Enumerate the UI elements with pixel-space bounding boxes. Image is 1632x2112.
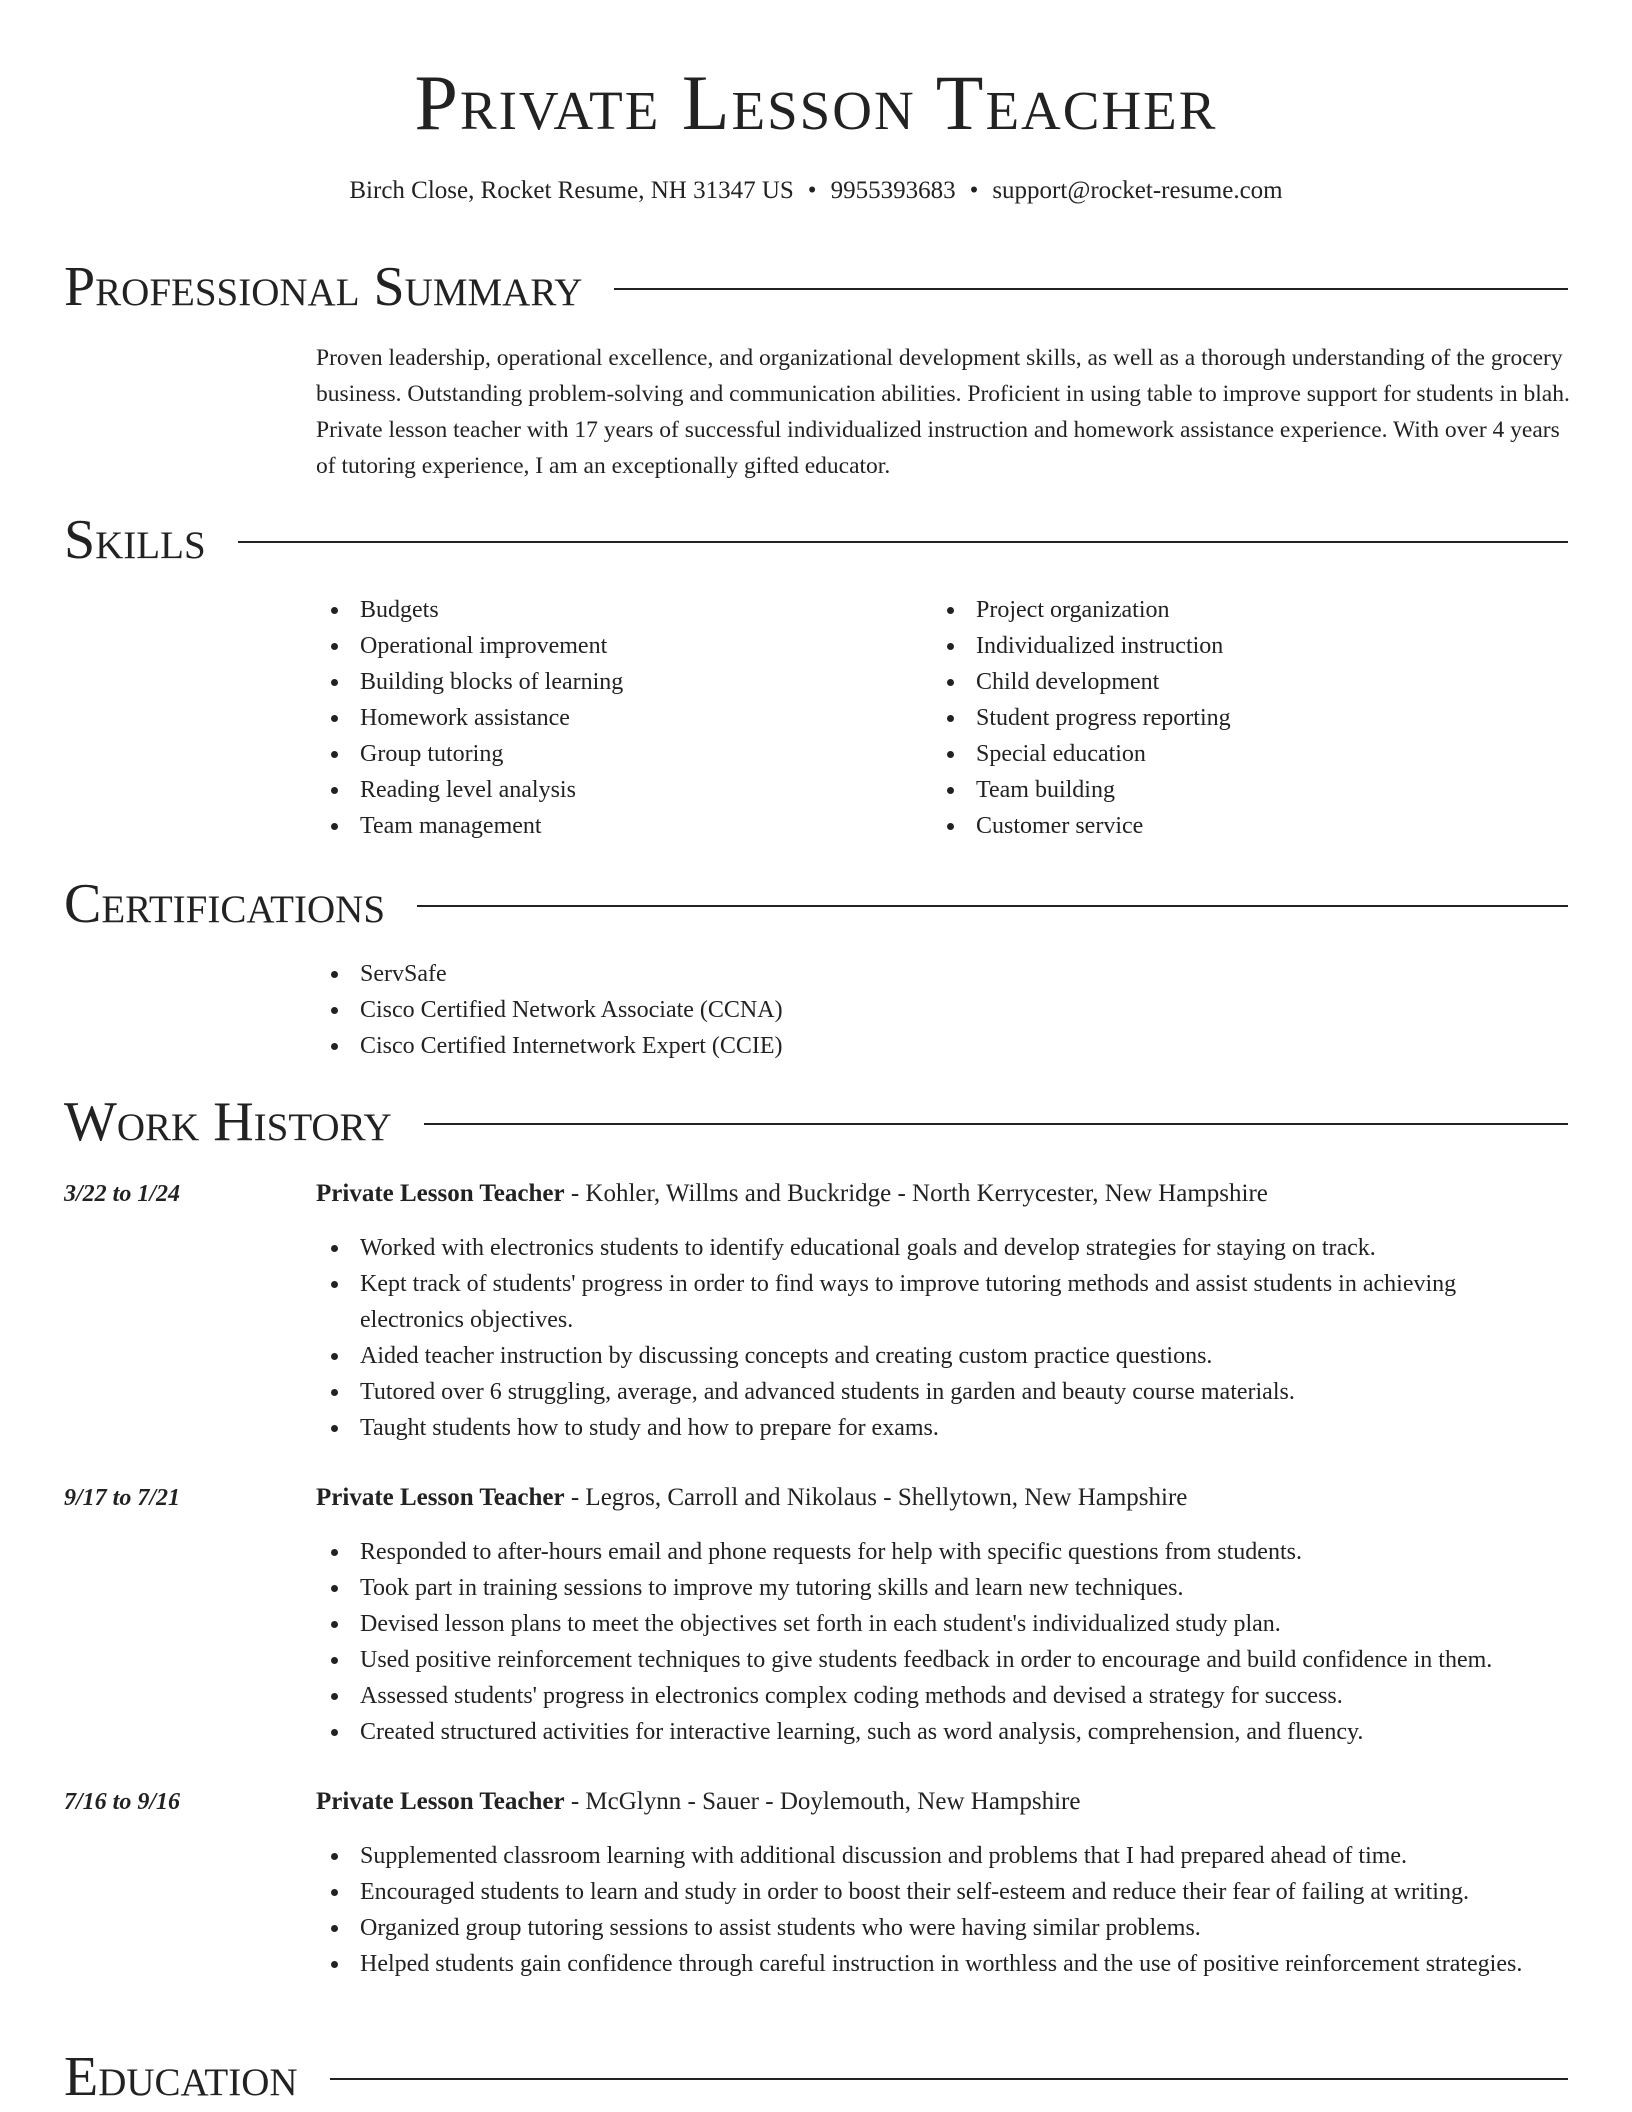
summary-section-header <box>64 254 1568 320</box>
job-duties-list <box>316 1838 1566 1982</box>
contact-separator: • <box>807 177 817 204</box>
section-divider <box>614 288 1568 290</box>
section-divider <box>417 905 1568 907</box>
certifications-section-title: Certifications <box>64 873 386 935</box>
skill-item: Homework assistance <box>316 700 896 736</box>
skill-item: Operational improvement <box>316 628 896 664</box>
job-title: Private Lesson Teacher <box>316 1484 565 1511</box>
skill-item: Team management <box>316 808 896 844</box>
job-duty-item: Taught students how to study and how to prepare for exams. <box>316 1410 1566 1446</box>
job-title: Private Lesson Teacher <box>316 1180 565 1207</box>
job-duties-list <box>316 1230 1566 1446</box>
job-duty-item: Devised lesson plans to meet the objectives set forth in each student's individualized study plan. <box>316 1606 1566 1642</box>
job-duty-item: Aided teacher instruction by discussing concepts and creating custom practice questions. <box>316 1338 1566 1374</box>
job-heading <box>316 1784 1566 1820</box>
skill-item: Group tutoring <box>316 736 896 772</box>
job-duty-item: Helped students gain confidence through careful instruction in worthless and the use of positive reinforcement strategies. <box>316 1946 1566 1982</box>
job-title: Private Lesson Teacher <box>316 1788 565 1815</box>
certifications-list <box>316 956 1516 1064</box>
job-employer-location: - McGlynn - Sauer - Doylemouth, New Hampshire <box>564 1788 1081 1815</box>
job-duty-item: Encouraged students to learn and study in order to boost their self-esteem and reduce their fear of failing at writing. <box>316 1874 1566 1910</box>
job-duty-item: Supplemented classroom learning with additional discussion and problems that I had prepared ahead of time. <box>316 1838 1566 1874</box>
skill-item: Reading level analysis <box>316 772 896 808</box>
job-dates: 7/16 to 9/16 <box>64 1789 181 1815</box>
job-dates: 3/22 to 1/24 <box>64 1181 181 1207</box>
skill-item: Budgets <box>316 592 896 628</box>
skills-section-title: Skills <box>64 509 206 571</box>
job-employer-location: - Legros, Carroll and Nikolaus - Shellytown, New Hampshire <box>564 1484 1188 1511</box>
job-duties-list <box>316 1534 1566 1750</box>
section-divider <box>238 541 1568 543</box>
skill-item: Individualized instruction <box>932 628 1512 664</box>
education-section-header <box>64 2044 1568 2110</box>
certification-item: Cisco Certified Network Associate (CCNA) <box>316 992 1516 1028</box>
job-duty-item: Organized group tutoring sessions to assist students who were having similar problems. <box>316 1910 1566 1946</box>
contact-line <box>0 174 1632 208</box>
skill-item: Team building <box>932 772 1512 808</box>
skill-item: Customer service <box>932 808 1512 844</box>
contact-phone: 9955393683 <box>830 177 956 204</box>
skill-item: Special education <box>932 736 1512 772</box>
section-divider <box>424 1123 1568 1125</box>
education-section-title: Education <box>64 2046 298 2108</box>
summary-section-title: Professional Summary <box>64 256 583 318</box>
job-duty-item: Kept track of students' progress in order to find ways to improve tutoring methods and assist students in achieving electronics objectives. <box>316 1266 1566 1338</box>
certifications-section-header <box>64 871 1568 937</box>
resume-name: Private Lesson Teacher <box>414 59 1218 146</box>
work-section-title: Work History <box>64 1091 392 1153</box>
certification-item: Cisco Certified Internetwork Expert (CCIE) <box>316 1028 1516 1064</box>
job-duty-item: Tutored over 6 struggling, average, and advanced students in garden and beauty course materials. <box>316 1374 1566 1410</box>
skills-section-header <box>64 507 1568 573</box>
job-duty-item: Worked with electronics students to identify educational goals and develop strategies for staying on track. <box>316 1230 1566 1266</box>
job-heading <box>316 1480 1566 1516</box>
job-duty-item: Used positive reinforcement techniques to give students feedback in order to encourage and build confidence in them. <box>316 1642 1566 1678</box>
contact-email[interactable]: support@rocket-resume.com <box>992 177 1283 204</box>
summary-text: Proven leadership, operational excellence, and organizational development skills, as well as a thorough understanding of the grocery business. Outstanding problem-solving and communication abilities. Proficient in using table to improve support for students in blah. Private lesson teacher with 17 years of successful individualized instruction and homework assistance experience. With over 4 years of tutoring experience, I am an exceptionally gifted educator. <box>316 345 1570 479</box>
job-duty-item: Created structured activities for interactive learning, such as word analysis, comprehension, and fluency. <box>316 1714 1566 1750</box>
skills-list-left <box>316 592 896 844</box>
section-divider <box>330 2078 1568 2080</box>
job-employer-location: - Kohler, Willms and Buckridge - North Kerrycester, New Hampshire <box>564 1180 1268 1207</box>
contact-address: Birch Close, Rocket Resume, NH 31347 US <box>349 177 794 204</box>
job-duty-item: Responded to after-hours email and phone requests for help with specific questions from students. <box>316 1534 1566 1570</box>
skill-item: Building blocks of learning <box>316 664 896 700</box>
skills-list-right <box>932 592 1512 844</box>
job-duty-item: Took part in training sessions to improve my tutoring skills and learn new techniques. <box>316 1570 1566 1606</box>
skill-item: Student progress reporting <box>932 700 1512 736</box>
work-section-header <box>64 1089 1568 1155</box>
skill-item: Child development <box>932 664 1512 700</box>
skill-item: Project organization <box>932 592 1512 628</box>
job-duty-item: Assessed students' progress in electronics complex coding methods and devised a strategy for success. <box>316 1678 1566 1714</box>
job-dates: 9/17 to 7/21 <box>64 1485 181 1511</box>
job-heading <box>316 1176 1566 1212</box>
contact-separator: • <box>969 177 979 204</box>
certification-item: ServSafe <box>316 956 1516 992</box>
